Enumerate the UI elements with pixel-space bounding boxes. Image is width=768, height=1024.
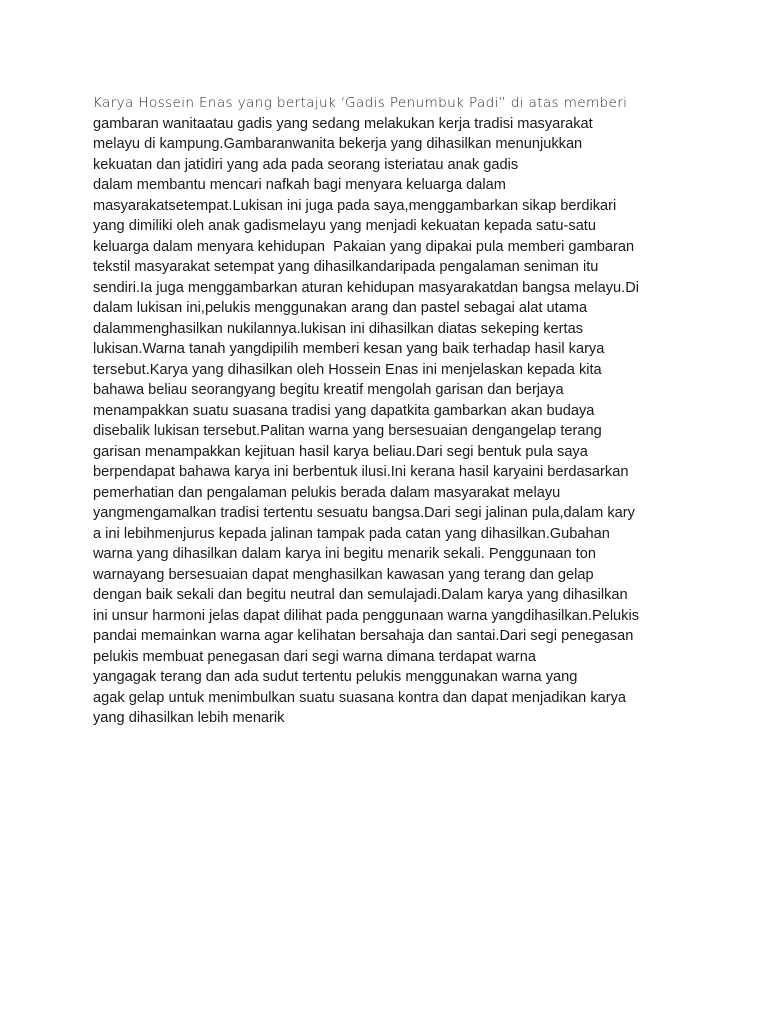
text-line: dengan baik sekali dan begitu neutral dan semulajadi.Dalam karya yang dihasilkan [93, 587, 628, 603]
text-line: keluarga dalam menyara kehidupan Pakaian yang dipakai pula memberi gambaran [93, 238, 635, 255]
text-line: yangmengamalkan tradisi tertentu sesuatu bangsa.Dari segi jalinan pula,dalam kary [93, 505, 635, 521]
text-line: disebalik lukisan tersebut.Palitan warna yang bersesuaian dengangelap terang [93, 423, 602, 439]
text-line: agak gelap untuk menimbulkan suatu suasana kontra dan dapat menjadikan karya [93, 689, 627, 706]
text-line: pandai memainkan warna agar kelihatan bersahaja dan santai.Dari segi penegasan [93, 628, 634, 644]
text-line: a ini lebihmenjurus kepada jalinan tampak pada catan yang dihasilkan.Gubahan [93, 525, 610, 542]
text-line: gambaran wanitaatau gadis yang sedang melakukan kerja tradisi masyarakat [93, 115, 593, 132]
body-text [93, 93, 713, 729]
text-line: warnayang bersesuaian dapat menghasilkan kawasan yang terang dan gelap [93, 566, 594, 583]
text-line: pelukis membuat penegasan dari segi warna dimana terdapat warna [93, 648, 536, 665]
text-line: tersebut.Karya yang dihasilkan oleh Hossein Enas ini menjelaskan kepada kita [93, 361, 602, 378]
text-line: dalammenghasilkan nukilannya.lukisan ini dihasilkan diatas sekeping kertas [93, 320, 583, 337]
text-line: sendiri.Ia juga menggambarkan aturan kehidupan masyarakatdan bangsa melayu.Di [93, 279, 639, 296]
text-line: warna yang dihasilkan dalam karya ini begitu menarik sekali. Penggunaan ton [93, 546, 596, 562]
text-line: tekstil masyarakat setempat yang dihasilkandaripada pengalaman seniman itu [93, 259, 599, 275]
text-line: yangagak terang dan ada sudut tertentu pelukis menggunakan warna yang [93, 669, 578, 685]
text-line: lukisan.Warna tanah yangdipilih memberi kesan yang baik terhadap hasil karya [93, 341, 605, 357]
text-line: melayu di kampung.Gambaranwanita bekerja yang dihasilkan menunjukkan [93, 136, 583, 152]
text-line: dalam membantu mencari nafkah bagi menyara keluarga dalam [93, 177, 506, 193]
text-line: yang dimiliki oleh anak gadismelayu yang menjadi kekuatan kepada satu-satu [93, 218, 596, 234]
text-line: yang dihasilkan lebih menarik [93, 710, 285, 726]
text-line: menampakkan suatu suasana tradisi yang dapatkita gambarkan akan budaya [93, 402, 595, 419]
text-line: ini unsur harmoni jelas dapat dilihat pada penggunaan warna yangdihasilkan.Pelukis [93, 607, 640, 624]
text-line: berpendapat bahawa karya ini berbentuk ilusi.Ini kerana hasil karyaini berdasarkan [93, 464, 629, 480]
text-line: Karya Hossein Enas yang bertajuk ‘Gadis Penumbuk Padi” di atas memberi [93, 95, 628, 111]
text-line: garisan menampakkan kejituan hasil karya beliau.Dari segi bentuk pula saya [93, 443, 588, 460]
text-line: bahawa beliau seorangyang begitu kreatif mengolah garisan dan berjaya [93, 382, 564, 398]
text-line: dalam lukisan ini,pelukis menggunakan arang dan pastel sebagai alat utama [93, 300, 588, 316]
text-line: masyarakatsetempat.Lukisan ini juga pada saya,menggambarkan sikap berdikari [93, 197, 617, 214]
text-line: kekuatan dan jatidiri yang ada pada seorang isteriatau anak gadis [93, 156, 519, 173]
text-line: pemerhatian dan pengalaman pelukis berada dalam masyarakat melayu [93, 484, 561, 501]
